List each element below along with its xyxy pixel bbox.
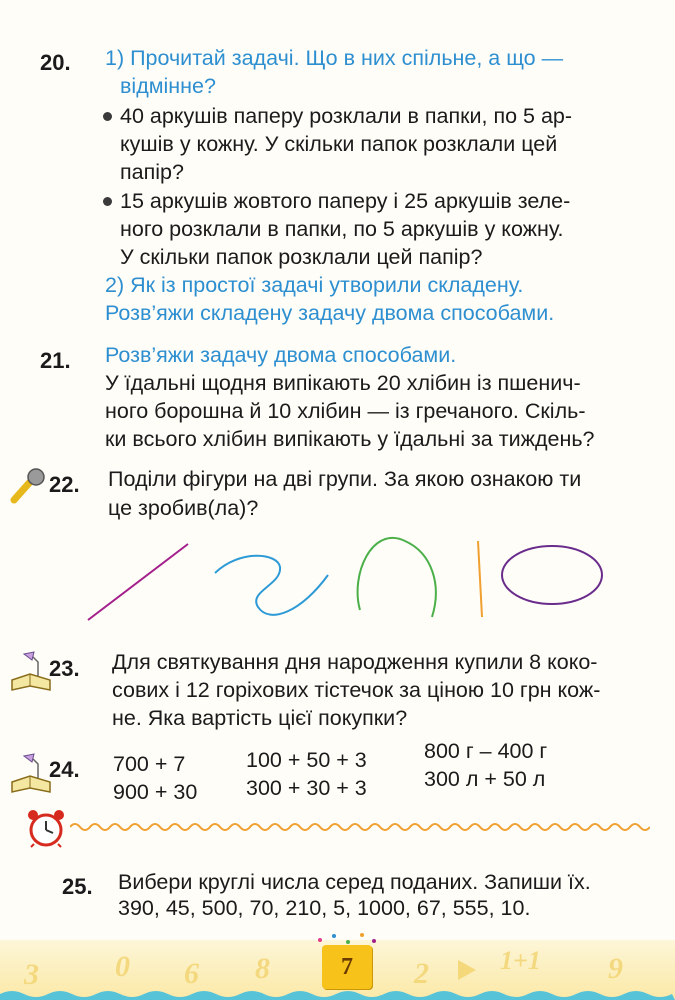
footer-deco-digit: 8 [255, 952, 270, 985]
wavy-curve-figure [215, 556, 328, 615]
oval-figure [502, 546, 602, 604]
bullet-icon [103, 197, 112, 206]
page-number-badge [322, 945, 372, 989]
footer-deco-digit: 0 [115, 950, 130, 983]
figures-group [80, 535, 640, 625]
page-number: 7 [341, 953, 353, 980]
task-number-25: 25. [62, 874, 93, 899]
task-20-question-1: 1) Прочитай задачі. Що в них спільне, а що — [105, 46, 564, 70]
task-23-text: не. Яка вартість цієї покупки? [112, 706, 408, 730]
task-20-problem-1: кушів у кожну. У скільки папок розклали цей [120, 132, 558, 156]
task-number-24: 24. [49, 757, 80, 782]
task-20-problem-2: У скільки папок розклали цей папір? [120, 245, 483, 269]
task-20-problem-2: 15 аркушів жовтого паперу і 25 аркушів зеле- [120, 189, 571, 213]
triangle-icon [456, 958, 478, 982]
alarm-clock-icon [24, 808, 68, 848]
task-23-text: сових і 12 горіхових тістечок за ціною 10 грн кож- [112, 678, 601, 702]
task-21-instruction: Розв’яжи задачу двома способами. [105, 343, 457, 367]
footer-deco-digit: 6 [184, 957, 199, 990]
wavy-separator [70, 820, 650, 834]
expression: 100 + 50 + 3 [246, 748, 367, 772]
task-number-23: 23. [49, 656, 80, 681]
expression: 700 + 7 [113, 752, 186, 776]
task-21-text: ного борошна й 10 хлібин — із гречаного. Скіль- [105, 399, 586, 423]
task-20-problem-2: ного розклали в папки, по 5 аркушів у кожну. [120, 217, 564, 241]
task-20-question-1-cont: відмінне? [120, 74, 216, 98]
footer-deco-digit: 3 [24, 958, 39, 991]
task-number-21: 21. [40, 348, 71, 373]
expression: 300 + 30 + 3 [246, 776, 367, 800]
footer-deco-digit: 2 [414, 957, 429, 990]
book-lamp-icon [8, 752, 54, 794]
expression: 300 л + 50 л [424, 767, 546, 791]
task-number-22: 22. [49, 472, 80, 497]
vertical-line-figure [478, 541, 482, 617]
bullet-icon [103, 112, 112, 121]
task-23-text: Для святкування дня народження купили 8 коко- [112, 650, 598, 674]
task-20-question-2: Розв’яжи складену задачу двома способами. [105, 301, 555, 325]
task-22-text: це зробив(ла)? [108, 496, 259, 520]
microphone-icon [6, 466, 50, 506]
task-22-text: Поділи фігури на дві групи. За якою ознакою ти [108, 467, 582, 491]
task-20-problem-1: папір? [120, 160, 184, 184]
footer-deco-digit: 9 [608, 952, 623, 985]
task-21-text: У їдальні щодня випікають 20 хлібин із пшенич- [105, 371, 581, 395]
expression: 900 + 30 [113, 780, 198, 804]
task-21-text: ки всього хлібин випікають у їдальні за тиждень? [105, 427, 595, 451]
task-20-problem-1: 40 аркушів паперу розклали в папки, по 5 ар- [120, 104, 573, 128]
task-25-numbers: 390, 45, 500, 70, 210, 5, 1000, 67, 555, 10. [118, 896, 531, 920]
expression: 800 г – 400 г [424, 739, 548, 763]
footer-deco-digit: 1+1 [500, 946, 541, 975]
task-25-text: Вибери круглі числа серед поданих. Запиши їх. [118, 870, 591, 894]
task-20-question-2: 2) Як із простої задачі утворили складену. [105, 273, 524, 297]
arch-figure [358, 538, 436, 617]
straight-line-figure [88, 544, 188, 620]
footer-wave-border [0, 988, 675, 1000]
task-number-20: 20. [40, 50, 71, 75]
book-lamp-icon [8, 650, 54, 692]
